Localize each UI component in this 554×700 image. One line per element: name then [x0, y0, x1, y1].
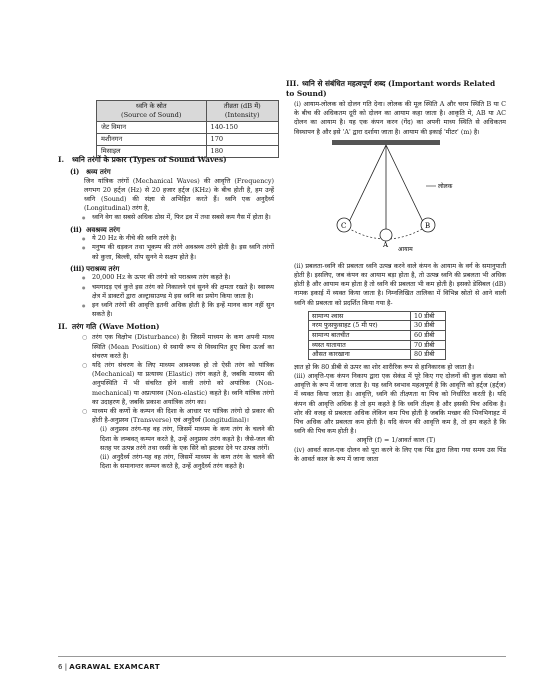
table-cell: 170 [206, 134, 278, 146]
list-item: ● ध्वनि वेग का सबसे अधिक ठोस में, फिर द्रव में तथा सबसे कम गैस में होता है। [82, 213, 274, 222]
paragraph: ज्ञात हो कि 80 डीबी से ऊपर का शोर शारीरिक रूप से हानिकारक हो जाता है। [294, 362, 475, 371]
label-b: B [425, 221, 431, 230]
label-a: A [383, 240, 389, 249]
table-row [97, 134, 279, 146]
page-footer [58, 663, 160, 671]
list-item: ● चमगादड़ एवं कुत्ते इस तरंग को निकालने एवं सुनने की क्षमता रखते है। स्वास्थ्य क्षेत्र में डाक्टरों द्वारा अल्ट्रासाउण्ड मे इस ध्वनि का प्रयोग किया जाता है। [82, 283, 274, 301]
subsection-heading: (iii)पराश्रव्य तरंग [70, 263, 120, 273]
pendulum-diagram [286, 138, 506, 260]
paragraph: (ii) प्रबलता-ध्वनि की प्रबलता ध्वनि उत्पन्न करने वाले कंपन के आयाम के वर्ग के समानुपाती होती है। इसलिए, जब कंपन का आयाम बड़ा होता है, तो उत्पन्न ध्वनि की प्रबलता भी अधिक होती है और आयाम कम होता है तो ध्वनि की प्रबलता भी कम होती है। इसको डेसिबल (dB) नामक इकाई में व्यक्त किया जाता है। निम्नलिखित तालिका में विभिन्न स्रोतो से आने वाली ध्वनि की प्रबलता को प्रदर्शित किया गया है- [294, 261, 506, 307]
table-cell: सामान्य श्वास [309, 311, 411, 321]
table-header-intensity: तीव्रता (dB में) (Intensity) [206, 101, 278, 122]
table-row [309, 350, 446, 360]
page-number: 6 [58, 663, 63, 671]
table-cell: 180 [206, 146, 278, 158]
label-ayam: आयाम [398, 245, 413, 253]
footer-divider [58, 656, 506, 657]
table-cell: व्यस्त यातायात [309, 340, 411, 350]
list-item: ● मनुष्य की धड़कन तथा भूकम्प की तरंगे अवश्रव्य तरंगे होती है। इस ध्वनि तरंगों को कुत्ता, बिल्ली, साँप सुनने मे सक्षम होते है। [82, 243, 274, 261]
bob-a [380, 229, 392, 241]
table-cell: मिसाइल [97, 146, 207, 158]
list-item: ● ये 20 Hz के नीचे की ध्वनि तरंगे है। [82, 234, 274, 243]
table-row [309, 311, 446, 321]
section-heading: I. ध्वनि तरंगों के प्रकार (Types of Sound Waves) [58, 155, 227, 164]
subsection-heading: (ii) अवश्रव्य तरंग [70, 224, 120, 234]
subsection-heading: (i) श्रव्य तरंग [70, 167, 111, 176]
brand-name: AGRAWAL EXAMCART [69, 663, 161, 671]
table-row [309, 321, 446, 331]
table-cell: 140-150 [206, 122, 278, 134]
table-header-source: ध्वनि के स्रोत (Source of Sound) [97, 101, 207, 122]
list-item: ○ तरंग एक विक्षोभ (Disturbance) है। जिसमें माध्यम के कण अपनी माध्य स्थिति (Mean Position) से स्थायी रूप से विस्थापित हुए बिना ऊर्जा का संचरण करते है। [82, 333, 274, 361]
pendulum-support [332, 140, 440, 145]
table-row [309, 340, 446, 350]
list-item: (i) अनुप्रस्थ तरंग-यह वह तरंग, जिसमें माध्यम के कण तरंग के चलने की दिशा के लम्बवत् कम्पन करते है, उन्हें अनुप्रस्थ तरंग कहते है। जैसे-जल की सतह पर उत्पन्न तरंगे तथा रस्सी के एक सिरे को झटका देने पर उत्पन्न तरंगें। [100, 425, 274, 452]
list-item: ● 20,000 Hz के ऊपर की तरंगो को पराश्रव्य तरंग कहते है। [82, 273, 274, 282]
table-cell: 70 डीबी [411, 340, 446, 350]
list-item: ○ माध्यम की कणों के कम्पन की दिशा के आधार पर यांत्रिक तरंगो दो प्रकार की होती है-अनुप्रस्थ (Transverse) एवं अनुदैर्ध्य (longitudinal)। [82, 407, 274, 425]
table-cell: औसत कारखाना [309, 350, 411, 360]
table-cell: नरम फुसफुसाहट (5 मी पर) [309, 321, 411, 331]
footer-separator: | [64, 663, 68, 671]
right-column [286, 76, 506, 464]
table-cell: जेट विमान [97, 122, 207, 134]
table-row [309, 331, 446, 341]
table-cell: सामान्य बातचीत [309, 331, 411, 341]
pendulum-string-right [386, 145, 424, 224]
table-cell: 80 डीबी [411, 350, 446, 360]
table-cell: 60 डीबी [411, 331, 446, 341]
sound-source-table [96, 100, 279, 158]
pendulum-string-left [348, 145, 386, 224]
paragraph: जिन यांत्रिक तरंगों (Mechanical Waves) की आवृत्ति (Frequency) लगभग 20 हर्ट्ज (Hz) से 20 हजार हर्ट्ज (KHz) के बीच होती है, हम उन्हें ध्वनि (Sound) की संज्ञा से अभिहित करते हैं। ध्वनि एक अनुदैर्ध्य (Longitudinal) तरंग है, [84, 176, 274, 213]
list-item: ○ यदि तरंग संचरण के लिए माध्यम आवश्यक हो तो ऐसी तरंग को यांत्रिक (Mechanical) या प्रत्यास्थ (Elastic) तरंग कहते है, जबकि माध्यम की अनुपस्थिति में भी संचरित होने वाली तरंगो को अयांत्रिक (Non-mechanical) या अप्रत्यास्थ (Non-elastic) कहते है। ध्वनि यांत्रिक तरंगो का उदाहरण है, जबकि प्रकाश अयांत्रिक तरंग का। [82, 361, 274, 407]
label-lolak: लोलक [438, 182, 453, 190]
paragraph: (iii) आवृत्ति-एक कंपन निकाय द्वारा एक सेकंड में पूरे किए गए दोलनों की कुल संख्या को आवृत्ति के रूप में जाना जाता है। यह ध्वनि स्वभाव महत्वपूर्ण है कि आवृत्ति को हर्ट्ज (हर्ट्ज) में व्यक्त किया जाता है। आवृत्ति, ध्वनि की तीक्ष्णता या पिच को निर्धारित करती है। यदि कंपन की आवृत्ति अधिक है तो हम कहते है कि ध्वनि तीक्ष्ण है और इसकी पिच अधिक है। शोर की वजह से प्रबलता अधिक लेकिन कम पिच होती है जबकि मच्छर की भिनभिनाहट में पिच अधिक और प्रबलता कम होती है। यदि कंपन की आवृत्ति कम है, तो हम कहते है कि ध्वनि की पिच कम होती है। [294, 372, 506, 436]
table-row [97, 122, 279, 134]
list-item: ● इन ध्वनि तरंगों की आवृत्ति इतनी अधिक होती है कि इन्हें मानव कान नहीं सुन सकते है। [82, 301, 274, 319]
formula: आवृत्ति (f) = 1/आवर्त काल (T) [356, 436, 436, 445]
loudness-table [308, 311, 446, 360]
table-cell: मशीनगन [97, 134, 207, 146]
paragraph: (i) आयाम-लोलक को दोलन गति देना। लोलक की मूल स्थिति A और चरम स्थिति B या C के बीच की अधिकतम दूरी को दोलन का आयाम कहा जाता है। आकृति मे, AB या AC दोलन का आयाम है। यह एक कंपन करन (गेंद) का अपनी माध्य स्थिति से अधिकतम विस्थापन है और इसे 'A' द्वारा दर्शाया जाता है। आयाम की इकाई 'मीटर' (m) है। [294, 100, 506, 136]
table-header-row [97, 101, 279, 122]
pendulum-figure [286, 138, 506, 260]
label-c: C [341, 221, 347, 230]
section-heading: II. तरंग गति (Wave Motion) [58, 322, 160, 332]
section-heading: III. ध्वनि से संबंधित महत्वपूर्ण शब्द (Important words Related to Sound) [286, 79, 496, 98]
table-cell: 10 डीबी [411, 311, 446, 321]
paragraph: (iv) आवर्त काल-एक दोलन को पूरा करने के लिए एक पिंड द्वारा लिया गया समय उस पिंड के आवर्त काल के रूप में जाना जाता [294, 445, 506, 463]
list-item: (ii) अनुदैर्ध्य तरंग-यह वह तरंग, जिसमें माध्यम के कण तरंग के चलने की दिशा के समानान्तर कम्पन करते है, उन्हें अनुदैर्ध्य तरंग कहते है। [100, 453, 274, 471]
left-column [58, 152, 274, 471]
table-cell: 30 डीबी [411, 321, 446, 331]
